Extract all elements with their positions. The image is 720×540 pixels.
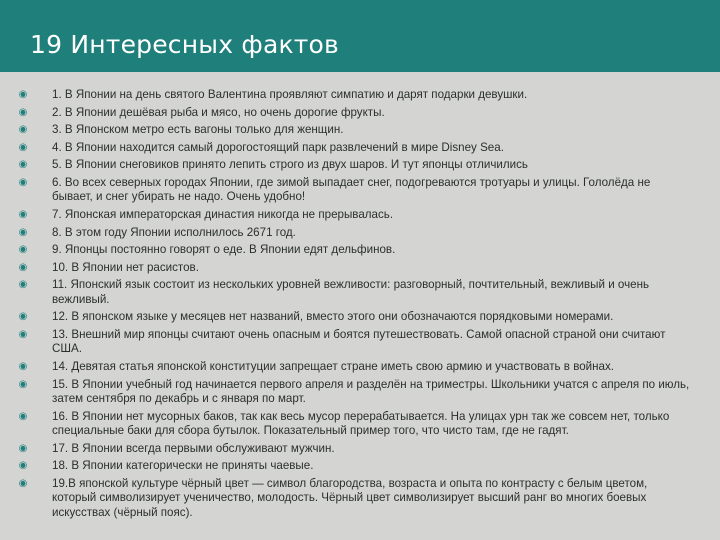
fact-text: 19.В японской культуре чёрный цвет — символ благородства, возраста и опыта по контрасту с белым цветом, который символизирует ученичество, молодость. Чёрный цвет символизирует высший ранг во многих боевых искусствах (чёрный пояс). xyxy=(52,476,648,519)
fact-text: 13. Внешний мир японцы считают очень опасным и боятся путешествовать. Самой опасной страной они считают США. xyxy=(52,327,666,356)
fact-text: 6. Во всех северных городах Японии, где зимой выпадает снег, подогреваются тротуары и улицы. Гололёда не бывает, и снег убирать не надо. Очень удобно! xyxy=(52,175,651,204)
fact-text: 8. В этом году Японии исполнилось 2671 год. xyxy=(52,225,296,239)
fact-item xyxy=(18,459,694,473)
bullet-icon: ◉ xyxy=(18,89,28,100)
fact-item xyxy=(18,226,694,240)
fact-item xyxy=(18,378,694,407)
title-band xyxy=(0,0,720,70)
bullet-icon: ◉ xyxy=(18,311,28,323)
facts-list xyxy=(18,88,694,523)
bullet-icon: ◉ xyxy=(18,226,28,238)
bullet-icon: ◉ xyxy=(18,106,28,118)
fact-item xyxy=(18,141,694,155)
bullet-icon: ◉ xyxy=(18,176,28,188)
fact-text: 12. В японском языке у месяцев нет названий, вместо этого они обозначаются порядковыми номерами. xyxy=(52,310,614,324)
bullet-icon: ◉ xyxy=(18,124,28,136)
fact-text: 1. В Японии на день святого Валентина проявляют симпатию и дарят подарки девушки. xyxy=(52,88,528,101)
fact-item xyxy=(18,158,694,172)
bullet-icon: ◉ xyxy=(18,477,28,489)
fact-text: 5. В Японии снеговиков принято лепить строго из двух шаров. И тут японцы отличились xyxy=(52,158,528,172)
fact-text: 18. В Японии категорически не приняты чаевые. xyxy=(52,459,314,473)
bullet-icon: ◉ xyxy=(18,410,28,422)
fact-text: 17. В Японии всегда первыми обслуживают мужчин. xyxy=(52,441,335,455)
fact-item xyxy=(18,243,694,257)
content-panel xyxy=(0,72,720,540)
fact-text: 16. В Японии нет мусорных баков, так как весь мусор перерабатывается. На улицах урн так же совсем нет, только специальные баки для сбора бутылок. Показательный пример того, что чисто там, где не гадят. xyxy=(52,409,670,437)
bullet-icon: ◉ xyxy=(18,208,28,220)
bullet-icon: ◉ xyxy=(18,328,28,340)
fact-text: 11. Японский язык состоит из нескольких уровней вежливости: разговорный, почтительный, вежливый и очень вежливый. xyxy=(52,278,650,306)
bullet-icon: ◉ xyxy=(18,460,28,472)
bullet-icon: ◉ xyxy=(18,159,28,171)
fact-text: 2. В Японии дешёвая рыба и мясо, но очень дорогие фрукты. xyxy=(52,105,385,119)
fact-text: 4. В Японии находится самый дорогостоящий парк развлечений в мире Disney Sea. xyxy=(52,140,504,154)
fact-text: 7. Японская императорская династия никогда не прерывалась. xyxy=(52,207,394,221)
fact-item xyxy=(18,410,694,439)
fact-item xyxy=(18,176,694,205)
fact-item xyxy=(18,106,694,120)
bullet-icon: ◉ xyxy=(18,378,28,390)
fact-item xyxy=(18,477,694,520)
fact-item xyxy=(18,278,694,307)
fact-item xyxy=(18,208,694,222)
fact-text: 15. В Японии учебный год начинается первого апреля и разделён на триместры. Школьники учатся с апреля по июль, затем сентября по декабрь и с января по март. xyxy=(52,377,690,405)
bullet-icon: ◉ xyxy=(18,442,28,454)
fact-text: 3. В Японском метро есть вагоны только для женщин. xyxy=(52,123,344,137)
bullet-icon: ◉ xyxy=(18,261,28,273)
bullet-icon: ◉ xyxy=(18,244,28,256)
fact-item xyxy=(18,88,694,102)
bullet-icon: ◉ xyxy=(18,360,28,372)
fact-text: 14. Девятая статья японской конституции запрещает стране иметь свою армию и участвовать в войнах. xyxy=(52,359,615,373)
bullet-icon: ◉ xyxy=(18,141,28,153)
fact-item xyxy=(18,328,694,357)
fact-item xyxy=(18,360,694,374)
fact-item xyxy=(18,310,694,324)
fact-text: 10. В Японии нет расистов. xyxy=(52,260,199,274)
fact-item xyxy=(18,261,694,275)
fact-item xyxy=(18,442,694,456)
fact-item xyxy=(18,123,694,137)
fact-text: 9. Японцы постоянно говорят о еде. В Японии едят дельфинов. xyxy=(52,243,396,257)
bullet-icon: ◉ xyxy=(18,279,28,291)
slide-title: 19 Интересных фактов xyxy=(30,30,339,59)
